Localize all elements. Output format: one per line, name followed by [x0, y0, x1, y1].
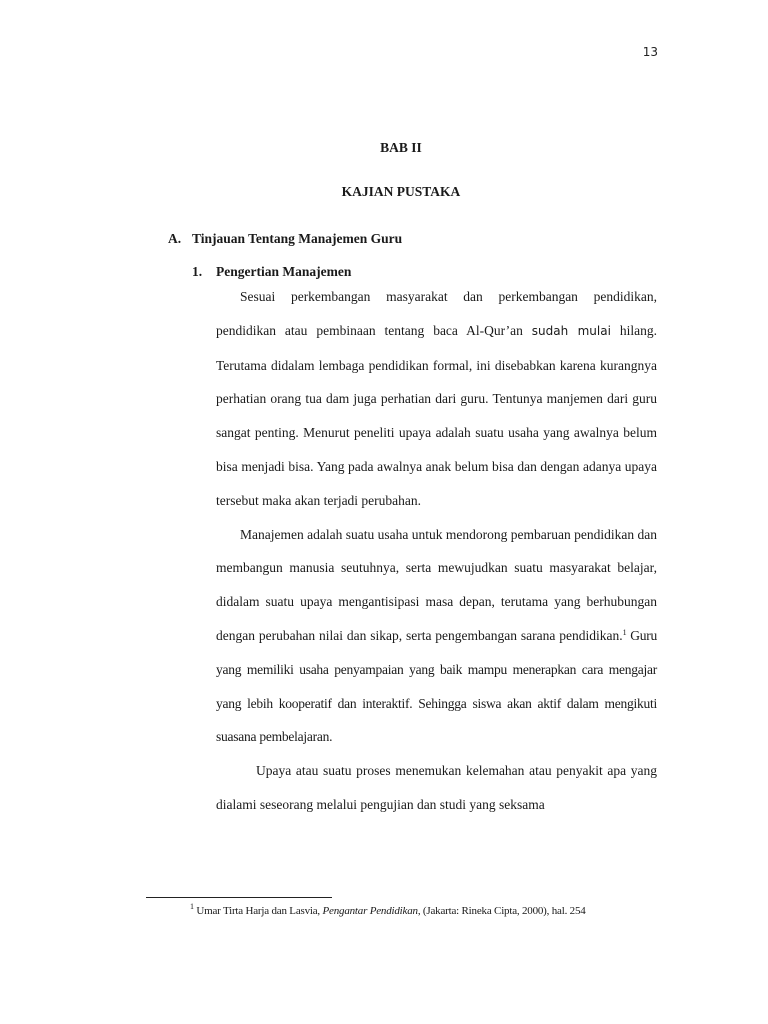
footnote-reference: 1 — [622, 627, 627, 637]
body-text — [216, 280, 657, 822]
paragraph-1-text-b: sudah mulai — [531, 323, 611, 338]
footnote-text-before: Umar Tirta Harja dan Lasvia, — [193, 905, 323, 917]
footnote-text-after: , (Jakarta: Rineka Cipta, 2000), hal. 254 — [417, 905, 586, 917]
paragraph-2 — [216, 518, 657, 755]
subsection-heading — [192, 264, 351, 280]
paragraph-2-text-b: Guru yang memiliki usaha penyampaian yang baik mampu menerapkan cara mengajar yang lebih kooperatif dan interaktif. Sehingga siswa akan aktif dalam mengikuti suasana pembelajaran. — [216, 627, 657, 745]
footnote-book-title: Pengantar Pendidikan — [322, 905, 418, 917]
subsection-title: Pengertian Manajemen — [216, 264, 352, 279]
section-title: Tinjauan Tentang Manajemen Guru — [192, 231, 403, 246]
footnote — [190, 902, 586, 917]
paragraph-3: Upaya atau suatu proses menemukan kelemahan atau penyakit apa yang dialami seseorang melalui pengujian dan studi yang seksama — [216, 763, 657, 812]
page-number: 13 — [642, 45, 658, 59]
footnote-divider — [146, 897, 332, 898]
paragraph-1-text-c: hilang. Terutama didalam lembaga pendidikan formal, ini disebabkan karena kurangnya perhatian orang tua dam juga perhatian dari guru. Tentunya manjemen dari guru sangat penting. Menurut peneliti upaya adalah suatu usaha yang awalnya belum bisa menjadi bisa. Yang pada awalnya anak belum bisa dan dengan adanya upaya tersebut maka akan terjadi perubahan. — [216, 322, 657, 508]
chapter-subtitle: KAJIAN PUSTAKA — [341, 184, 461, 199]
paragraph-2-text-a: Manajemen adalah suatu usaha untuk mendorong pembaruan pendidikan dan membangun manusia seutuhnya, serta mewujudkan suatu masyarakat belajar, didalam suatu upaya mengantisipasi masa depan, terutama yang berhubungan dengan perubahan nilai dan sikap, serta pengembangan sarana pendidikan. — [216, 526, 657, 643]
paragraph-1 — [216, 280, 657, 518]
section-marker: A. — [168, 231, 182, 246]
paragraph-1-text-a: Sesuai perkembangan masyarakat dan perkembangan pendidikan, pendidikan atau pembinaan tentang baca Al-Qur’an — [216, 289, 657, 338]
section-heading — [168, 231, 402, 247]
chapter-title: BAB II — [380, 140, 422, 155]
subsection-marker: 1. — [192, 264, 203, 279]
footnote-number: 1 — [190, 902, 194, 911]
